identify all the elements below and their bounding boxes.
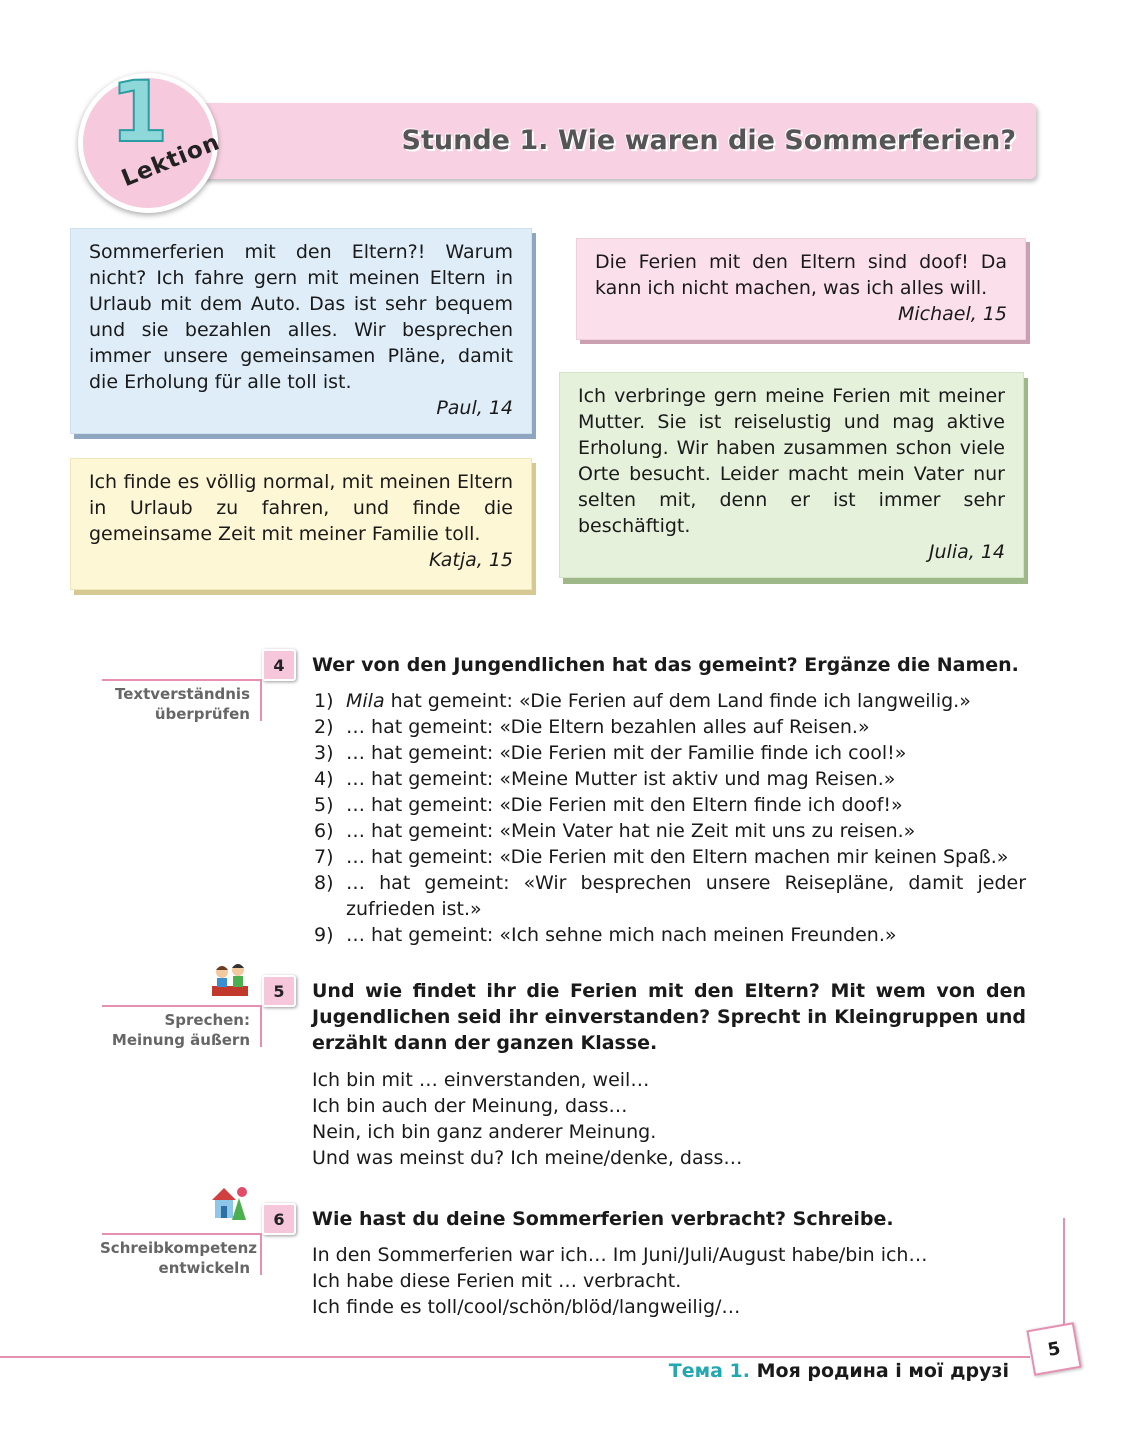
quote-author: Paul, 14 [436, 397, 513, 419]
writing-house-icon [208, 1182, 250, 1224]
list-item: 2) … hat gemeint: «Die Eltern bezahlen alles auf Reisen.» [314, 716, 870, 738]
divider [102, 1233, 262, 1235]
phrase: In den Sommerferien war ich… Im Juni/Juli/August habe/bin ich… [312, 1244, 928, 1266]
list-item: 6) … hat gemeint: «Mein Vater hat nie Zeit mit uns zu reisen.» [314, 820, 916, 842]
skill-line-1: Sprechen: [164, 1011, 250, 1029]
list-item: 4) … hat gemeint: «Meine Mutter ist aktiv und mag Reisen.» [314, 768, 896, 790]
quote-text: Ich finde es völlig normal, mit meinen Eltern in Urlaub zu fahren, und finde die gemeinsame Zeit mit meiner Familie toll. [89, 471, 513, 545]
exercise-4-skill [100, 684, 250, 724]
filled-name: Mila [346, 690, 385, 712]
list-item: 3) … hat gemeint: «Die Ferien mit der Familie finde ich cool!» [314, 742, 907, 764]
exercise-4-task: Wer von den Jungendlichen hat das gemeint? Ergänze die Namen. [312, 654, 1019, 676]
exercise-5-phrases [312, 1067, 1026, 1171]
exercise-6-task: Wie hast du deine Sommerferien verbracht? Schreibe. [312, 1208, 894, 1230]
page-number: 5 [1026, 1322, 1081, 1376]
skill-line-1: Schreibkompetenz [100, 1239, 257, 1257]
divider [260, 679, 262, 721]
quote-paul [70, 228, 532, 434]
divider [260, 1005, 262, 1047]
title-bar [196, 103, 1036, 179]
topic-title: Моя родина і мої друзі [750, 1360, 1009, 1382]
phrase: Ich bin auch der Meinung, dass… [312, 1095, 628, 1117]
phrase: Ich finde es toll/cool/schön/blöd/langweilig/… [312, 1296, 741, 1318]
skill-line-2: Meinung äußern [111, 1031, 250, 1049]
list-item: 9) … hat gemeint: «Ich sehne mich nach meinen Freunden.» [314, 924, 897, 946]
exercise-5-number: 5 [262, 975, 296, 1007]
list-item: 1) Mila hat gemeint: «Die Ferien auf dem Land finde ich langweilig.» [314, 690, 971, 712]
list-item: 5) … hat gemeint: «Die Ferien mit den Eltern finde ich doof!» [314, 794, 903, 816]
skill-line-2: überprüfen [154, 705, 250, 723]
exercise-4-number: 4 [262, 649, 296, 681]
quote-text: Die Ferien mit den Eltern sind doof! Da kann ich nicht machen, was ich alles will. [595, 251, 1007, 299]
divider [0, 1356, 1030, 1358]
phrase: Ich habe diese Ferien mit … verbracht. [312, 1270, 682, 1292]
quote-text: Ich verbringe gern meine Ferien mit meiner Mutter. Sie ist reiselustig und mag aktive Erholung. Wir haben zusammen schon viele Orte besucht. Leider macht mein Vater nur selten mit, denn er ist immer sehr beschäftigt. [578, 385, 1005, 537]
exercise-5-task: Und wie findet ihr die Ferien mit den Eltern? Mit wem von den Jugendlichen seid ihr einverstanden? Sprecht in Kleingruppen und erzählt dann der ganzen Klasse. [312, 980, 1026, 1054]
quote-author: Katja, 15 [428, 549, 513, 571]
exercise-5-skill [100, 1010, 250, 1050]
quote-michael [576, 238, 1026, 340]
phrase: Ich bin mit … einverstanden, weil… [312, 1069, 650, 1091]
exercise-6-number: 6 [262, 1203, 296, 1235]
exercise-6-phrases [312, 1242, 1026, 1320]
exercise-4-list [314, 688, 1026, 948]
quote-julia [559, 372, 1024, 578]
phrase: Nein, ich bin ganz anderer Meinung. [312, 1121, 657, 1143]
page-title: Stunde 1. Wie waren die Sommerferien? [401, 125, 1016, 156]
quote-text: Sommerferien mit den Eltern?! Warum nicht? Ich fahre gern mit meinen Eltern in Urlaub mit dem Auto. Das ist sehr bequem und sie bezahlen alles. Wir besprechen immer unsere gemeinsamen Pläne, damit die Erholung für alle toll ist. [89, 241, 513, 393]
divider [102, 1005, 262, 1007]
skill-line-2: entwickeln [158, 1259, 250, 1277]
skill-line-1: Textverständnis [115, 685, 250, 703]
phrase: Und was meinst du? Ich meine/denke, dass… [312, 1147, 743, 1169]
lesson-word: Lektion [118, 129, 224, 193]
quote-author: Michael, 15 [897, 303, 1007, 325]
exercise-6-skill [100, 1238, 257, 1278]
lesson-number: 1 [110, 63, 169, 161]
group-discussion-icon [210, 958, 250, 998]
quote-katja [70, 458, 532, 590]
list-item: 7) … hat gemeint: «Die Ferien mit den Eltern machen mir keinen Spaß.» [314, 846, 1009, 868]
topic-label: Тема 1. [668, 1360, 750, 1382]
footer-topic [669, 1360, 1009, 1382]
divider [260, 1233, 262, 1275]
divider [102, 679, 262, 681]
list-item: 8) … hat gemeint: «Wir besprechen unsere Reisepläne, damit jeder zufrieden ist.» [314, 872, 1026, 920]
quote-author: Julia, 14 [928, 541, 1005, 563]
